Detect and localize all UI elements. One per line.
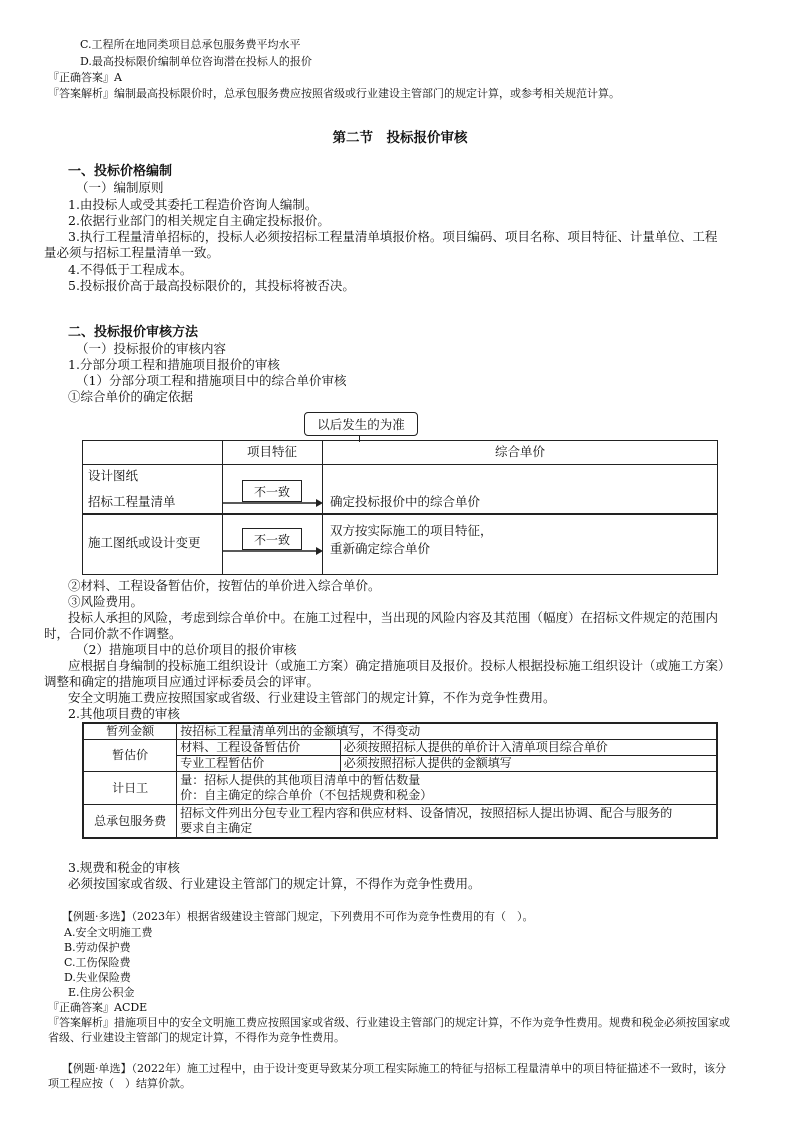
diagram-row-divider (82, 513, 718, 515)
diagram-top-border (82, 440, 718, 441)
row-tender-bill: 招标工程量清单 (88, 494, 176, 509)
table-cell (177, 772, 717, 805)
table-cell (177, 805, 717, 839)
part1-item: 1.由投标人或受其委托工程造价咨询人编制。 (68, 197, 318, 212)
example1-answer: 『正确答案』ACDE (48, 1001, 148, 1014)
after-line: （2）措施项目中的总价项目的报价审核 (76, 642, 297, 657)
example1-analysis: 省级、行业建设主管部门的规定计算，不得作为竞争性费用。 (48, 1031, 345, 1044)
inconsistent-box: 不一致 (242, 480, 302, 502)
part3-heading: 3.规费和税金的审核 (68, 860, 180, 875)
other-items-table (82, 722, 718, 839)
table-cell-line: 招标文件列出分包专业工程内容和供应材料、设备情况，按照招标人提出协调、配合与服务的 (180, 806, 673, 820)
after-line: 时，合同价款不作调整。 (44, 626, 182, 641)
part1-item: 5.投标报价高于最高投标限价的，其投标将被否决。 (68, 278, 355, 293)
table-row (83, 740, 717, 756)
part1-item: 量必须与招标工程量清单一致。 (44, 245, 220, 260)
table-cell-line: 量：招标人提供的其他项目清单中的暂估数量 (180, 773, 421, 787)
part2-heading: 二、投标报价审核方法 (68, 325, 199, 340)
after-line: 2.其他项目费的审核 (68, 706, 180, 721)
diagram-left-border (82, 440, 83, 575)
result-renegotiate-line1: 双方按实际施工的项目特征， (330, 523, 493, 538)
col-header-unit-price: 综合单价 (494, 444, 545, 459)
diagram-right-border (717, 440, 718, 575)
example1-option: B.劳动保护费 (64, 941, 131, 954)
col-header-features: 项目特征 (246, 444, 297, 459)
example1-analysis: 『答案解析』措施项目中的安全文明施工费应按照国家或省级、行业建设主管部门的规定计算，不作为竞争性费用。规费和税金必须按国家或 (48, 1016, 730, 1029)
table-row (83, 756, 717, 772)
part1-sub: （一）编制原则 (76, 180, 164, 195)
part1-heading: 一、投标价格编制 (68, 164, 173, 179)
example1-option: D.失业保险费 (64, 971, 131, 984)
table-cell: 计日工 (83, 772, 177, 805)
diagram-header-border (82, 464, 718, 465)
result-renegotiate-line2: 重新确定综合单价 (330, 541, 431, 556)
table-row (83, 772, 717, 805)
part1-item: 3.执行工程量清单招标的，投标人必须按招标工程量清单填报价格。项目编码、项目名称、项目特征、计量单位、工程 (68, 229, 718, 244)
after-line: 应根据自身编制的投标施工组织设计（或施工方案）确定措施项目及报价。投标人根据投标施工组织设计（或施工方案） (68, 658, 731, 673)
answer-analysis: 『答案解析』编制最高投标限价时，总承包服务费应按照省级或行业建设主管部门的规定计算，或参考相关规范计算。 (48, 87, 620, 100)
after-line: 投标人承担的风险，考虑到综合单价中。在施工过程中，当出现的风险内容及其范围（幅度）在招标文件规定的范围内 (68, 610, 719, 625)
table-cell-line: 价：自主确定的综合单价（不包括规费和税金） (180, 788, 433, 802)
example1-option: E.住房公积金 (68, 986, 135, 999)
table-cell: 必须按照招标人提供的金额填写 (340, 756, 717, 772)
example1-option: C.工伤保险费 (64, 956, 131, 969)
after-line: ②材料、工程设备暂估价，按暂估的单价进入综合单价。 (68, 578, 381, 593)
unit-price-diagram (82, 410, 718, 576)
table-cell: 暂估价 (83, 740, 177, 772)
part2-line: （1）分部分项工程和措施项目中的综合单价审核 (76, 373, 347, 388)
table-cell-line: 要求自主确定 (180, 821, 253, 835)
correct-answer: 『正确答案』A (48, 71, 122, 84)
table-cell: 按招标工程量清单列出的金额填写，不得变动 (177, 723, 717, 740)
part1-item: 4.不得低于工程成本。 (68, 262, 193, 277)
after-line: 安全文明施工费应按照国家或省级、行业建设主管部门的规定计算，不作为竞争性费用。 (68, 690, 556, 705)
table-cell: 暂列金额 (83, 723, 177, 740)
callout-box: 以后发生的为准 (304, 412, 418, 436)
inconsistent-box: 不一致 (242, 528, 302, 550)
table-row (83, 805, 717, 839)
arrow-right-icon (222, 498, 324, 508)
part2-line: 1.分部分项工程和措施项目报价的审核 (68, 357, 280, 372)
option-d: D.最高投标限价编制单位咨询潜在投标人的报价 (80, 55, 312, 68)
row-construction-changes: 施工图纸或设计变更 (88, 535, 201, 550)
table-cell: 材料、工程设备暂估价 (177, 740, 341, 756)
table-row (83, 723, 717, 740)
table-cell: 必须按照招标人提供的单价计入清单项目综合单价 (340, 740, 717, 756)
example1-option: A.安全文明施工费 (64, 926, 153, 939)
example1-stem: 【例题·多选】（2023年）根据省级建设主管部门规定，下列费用不可作为竞争性费用的有（ ）。 (62, 910, 534, 923)
example2-stem: 项工程应按（ ）结算价款。 (48, 1077, 191, 1090)
result-tender-price: 确定投标报价中的综合单价 (330, 494, 481, 509)
diagram-bottom-border (82, 574, 718, 575)
part1-item: 2.依据行业部门的相关规定自主确定投标报价。 (68, 213, 330, 228)
part2-line: ①综合单价的确定依据 (68, 389, 194, 404)
part3-text: 必须按国家或省级、行业建设主管部门的规定计算，不得作为竞争性费用。 (68, 876, 481, 891)
example2-stem: 【例题·单选】（2022年）施工过程中，由于设计变更导致某分项工程实际施工的特征与招标工程量清单中的项目特征描述不一致时，该分 (62, 1062, 726, 1075)
table-cell: 总承包服务费 (83, 805, 177, 839)
table-cell: 专业工程暂估价 (177, 756, 341, 772)
arrow-right-icon (222, 546, 324, 556)
option-c: C.工程所在地同类项目总承包服务费平均水平 (80, 38, 301, 51)
after-line: 调整和确定的措施项目应通过评标委员会的评审。 (44, 674, 320, 689)
part2-line: （一）投标报价的审核内容 (76, 341, 227, 356)
after-line: ③风险费用。 (68, 594, 144, 609)
section-title: 第二节 投标报价审核 (332, 130, 468, 146)
row-design-drawings: 设计图纸 (88, 468, 139, 483)
